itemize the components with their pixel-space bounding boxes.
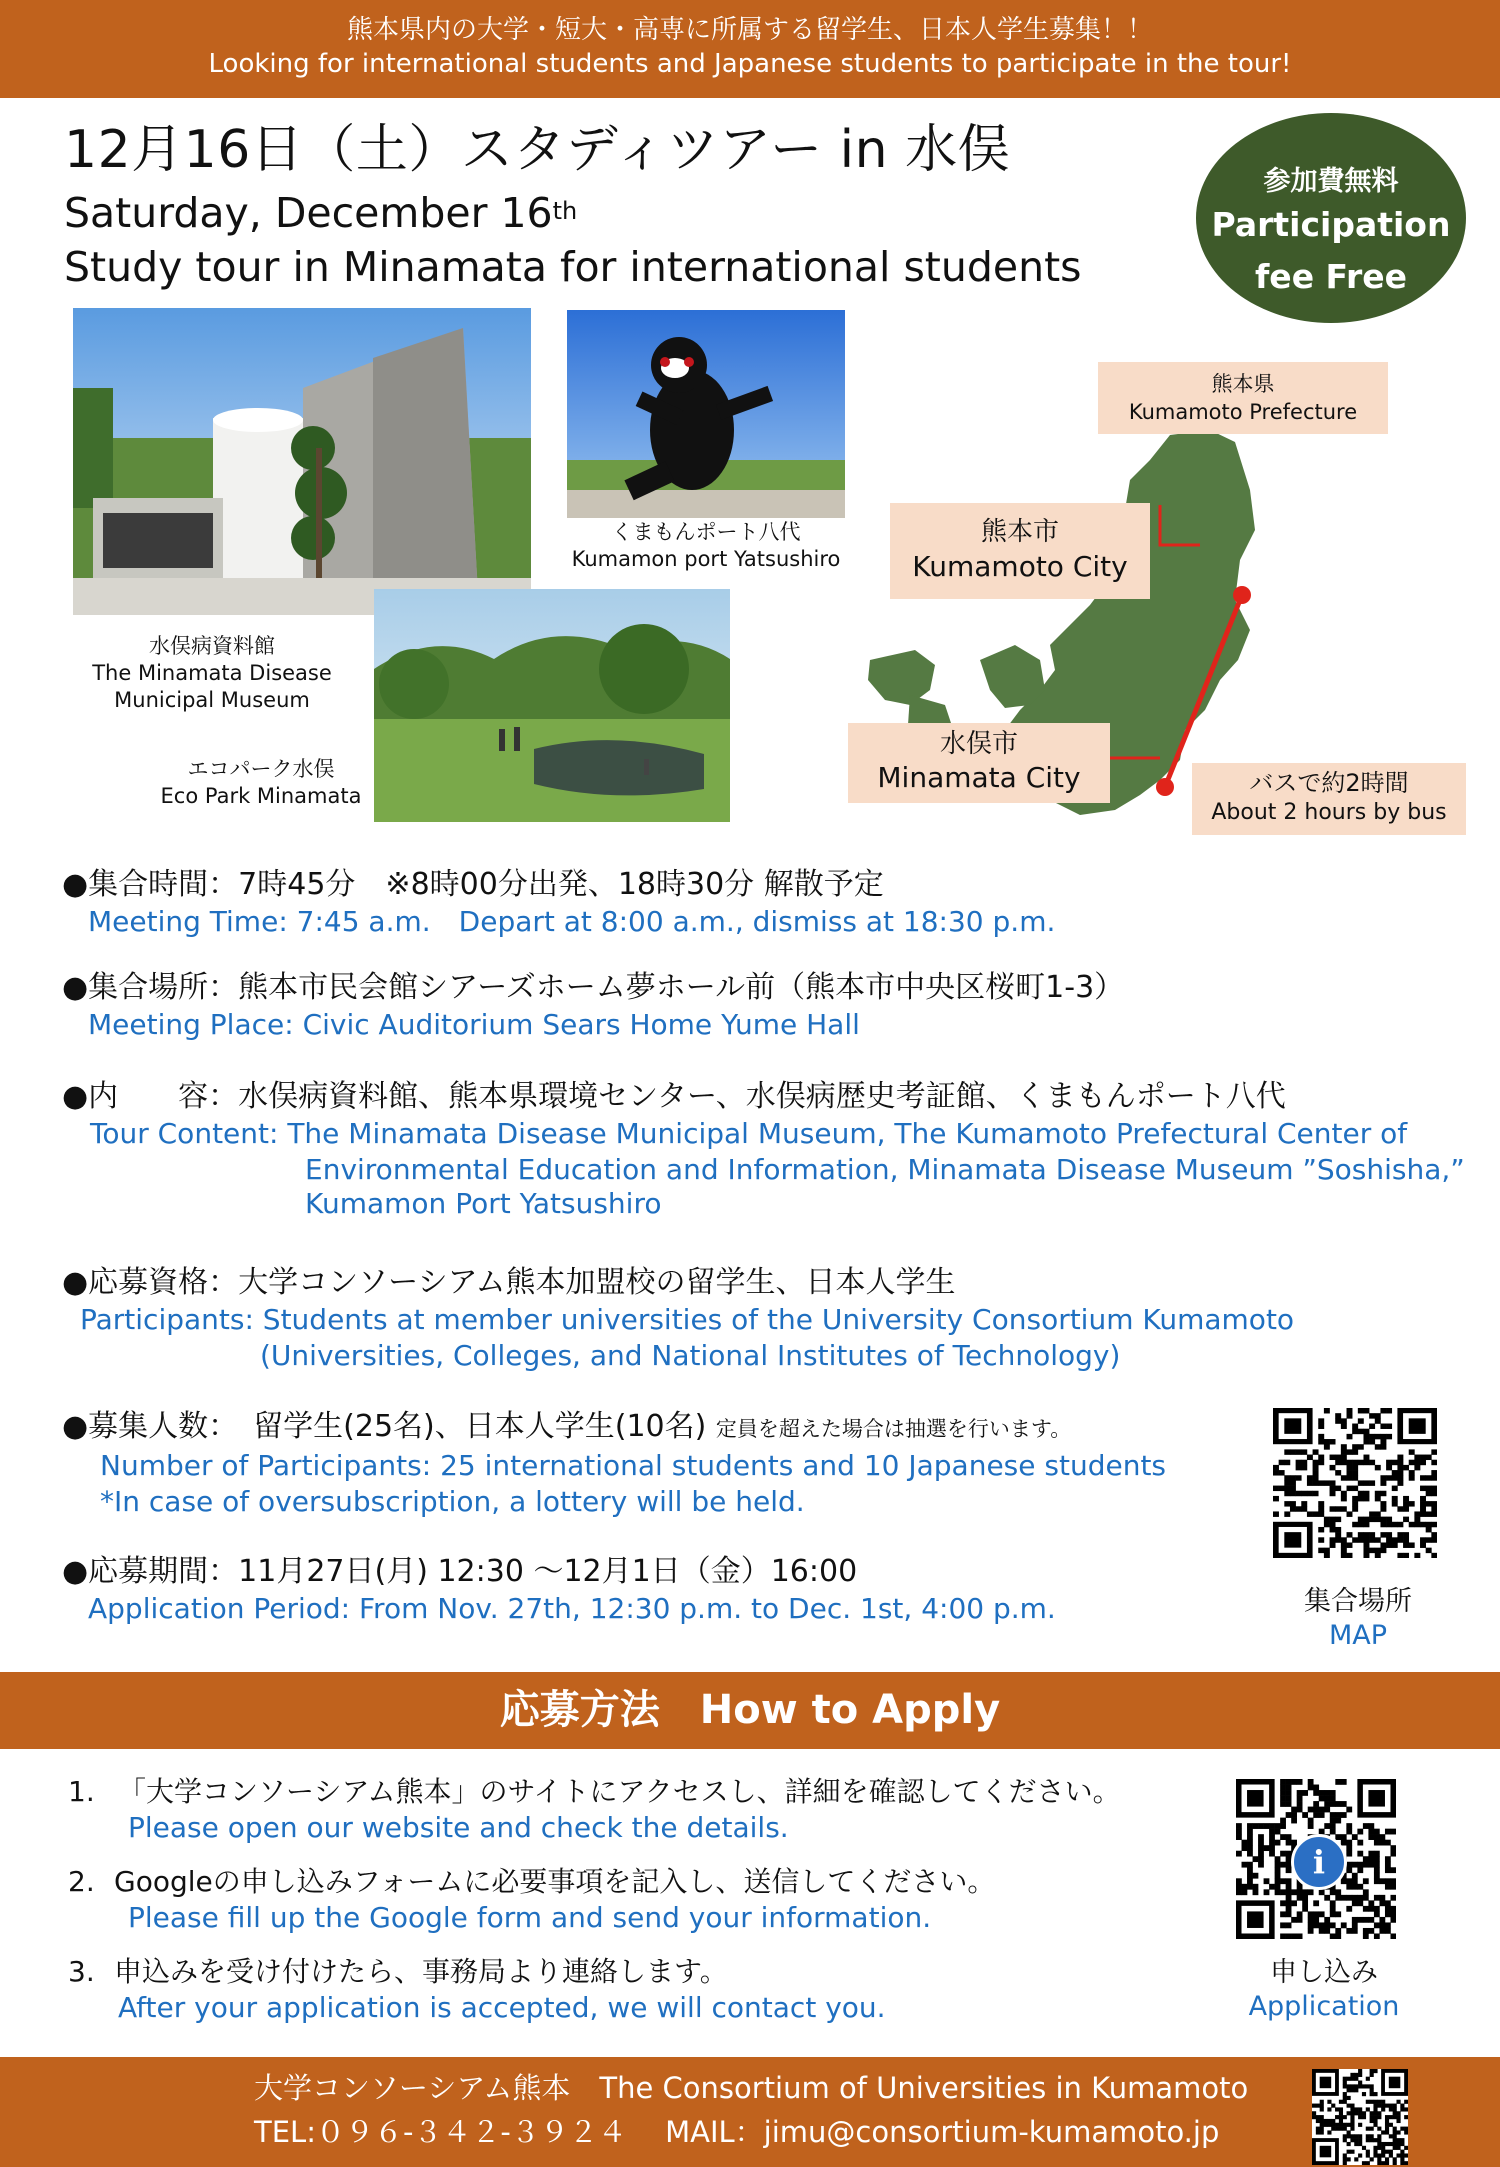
banner-en: Looking for international students and Japanese students to participate in the tour! xyxy=(208,49,1292,79)
tour-content xyxy=(62,1078,1465,1222)
meeting-time-en: Meeting Time: 7:45 a.m. Depart at 8:00 a.m., dismiss at 18:30 p.m. xyxy=(88,905,1056,938)
date-suffix: th xyxy=(552,197,578,225)
tour-content-jp: ●内 容：水俣病資料館、熊本県環境センター、水俣病歴史考証館、くまもんポート八代 xyxy=(62,1079,1286,1114)
fee-jp: 参加費無料 xyxy=(1263,166,1399,197)
meeting-place xyxy=(62,969,1124,1043)
application-qr-label: 申し込み Application xyxy=(1248,1957,1400,2022)
meeting-time xyxy=(62,866,1055,940)
kumamoto-city-label: 熊本市 Kumamoto City xyxy=(890,503,1150,599)
step-3: 3. 申込みを受け付けたら、事務局より連絡します。 After your application is accepted, we will contact you. xyxy=(68,1955,886,2024)
bus-label: バスで約2時間 About 2 hours by bus xyxy=(1192,763,1466,835)
minamata-city-label: 水俣市 Minamata City xyxy=(848,723,1110,803)
title-date-en: Saturday, December 16th xyxy=(64,189,578,237)
step-2: 2. Googleの申し込みフォームに必要事項を記入し、送信してください。 Please fill up the Google form and send your information. xyxy=(68,1865,996,1934)
museum-caption: 水俣病資料館 The Minamata Disease Municipal Museum xyxy=(92,634,332,712)
kumamon-photo xyxy=(567,310,845,518)
capacity-jp: ●募集人数： 留学生(25名)、日本人学生(10名) 定員を超えた場合は抽選を行います。 xyxy=(62,1409,1072,1444)
tour-content-en-2: Environmental Education and Information, Minamata Disease Museum ”Soshisha,” xyxy=(305,1153,1465,1186)
eligibility-en-1: Participants: Students at member universities of the University Consortium Kumamoto xyxy=(80,1303,1295,1336)
footer-org: 大学コンソーシアム熊本 The Consortium of Universities in Kumamoto xyxy=(254,2071,1249,2105)
eligibility-en-2: (Universities, Colleges, and National Institutes of Technology) xyxy=(260,1339,1121,1372)
prefecture-label: 熊本県 Kumamoto Prefecture xyxy=(1098,362,1388,434)
footer-contact: TEL:０９６-３４２-３９２４ MAIL：jimu@consortium-kumamoto.jp xyxy=(254,2115,1220,2149)
title-sub-en: Study tour in Minamata for international students xyxy=(64,243,1082,291)
application-qr-code[interactable] xyxy=(1236,1779,1396,1939)
meeting-place-en: Meeting Place: Civic Auditorium Sears Home Yume Hall xyxy=(88,1008,860,1041)
fee-en-1: Participation xyxy=(1211,205,1451,244)
footer xyxy=(0,2057,1500,2167)
title-jp: 12月16日（土）スタディツアー in 水俣 xyxy=(64,120,1011,180)
meeting-place-jp: ●集合場所：熊本市民会館シアーズホーム夢ホール前（熊本市中央区桜町1-3） xyxy=(62,970,1125,1005)
line-qr-code[interactable] xyxy=(1312,2069,1408,2165)
fee-badge xyxy=(1196,113,1466,323)
capacity xyxy=(62,1408,1166,1520)
eligibility-jp: ●応募資格：大学コンソーシアム熊本加盟校の留学生、日本人学生 xyxy=(62,1265,956,1300)
how-to-apply-header: 応募方法 How to Apply xyxy=(0,1672,1500,1749)
top-banner xyxy=(0,0,1500,98)
banner-jp: 熊本県内の大学・短大・高専に所属する留学生、日本人学生募集！！ xyxy=(346,15,1153,45)
step-1: 1. 「大学コンソーシアム熊本」のサイトにアクセスし、詳細を確認してください。 Please open our website and check the details. xyxy=(68,1775,1121,1844)
ecopark-caption: エコパーク水俣 Eco Park Minamata xyxy=(160,757,362,808)
museum-photo xyxy=(73,308,531,615)
capacity-note: 定員を超えた場合は抽選を行います。 xyxy=(715,1417,1072,1441)
meeting-time-jp: ●集合時間：7時45分 ※8時00分出発、18時30分 解散予定 xyxy=(62,867,884,902)
tour-content-en-1: Tour Content: The Minamata Disease Municipal Museum, The Kumamoto Prefectural Center of xyxy=(90,1117,1408,1150)
fee-en-2: fee Free xyxy=(1254,257,1408,296)
info-icon: i xyxy=(1291,1834,1347,1890)
capacity-en-2: *In case of oversubscription, a lottery will be held. xyxy=(100,1485,805,1518)
period-en: Application Period: From Nov. 27th, 12:30 p.m. to Dec. 1st, 4:00 p.m. xyxy=(88,1592,1056,1625)
map-qr-label: 集合場所 MAP xyxy=(1304,1586,1412,1651)
kumamon-caption: くまもんポート八代 Kumamon port Yatsushiro xyxy=(571,520,841,571)
tour-content-en-3: Kumamon Port Yatsushiro xyxy=(305,1187,662,1220)
ecopark-photo xyxy=(374,589,730,822)
eligibility xyxy=(62,1264,1294,1374)
capacity-en-1: Number of Participants: 25 international students and 10 Japanese students xyxy=(100,1449,1167,1482)
period-jp: ●応募期間：11月27日(月) 12:30 ～12月1日（金）16:00 xyxy=(62,1554,858,1589)
map-qr-code[interactable] xyxy=(1273,1408,1437,1558)
application-period xyxy=(62,1553,1056,1627)
